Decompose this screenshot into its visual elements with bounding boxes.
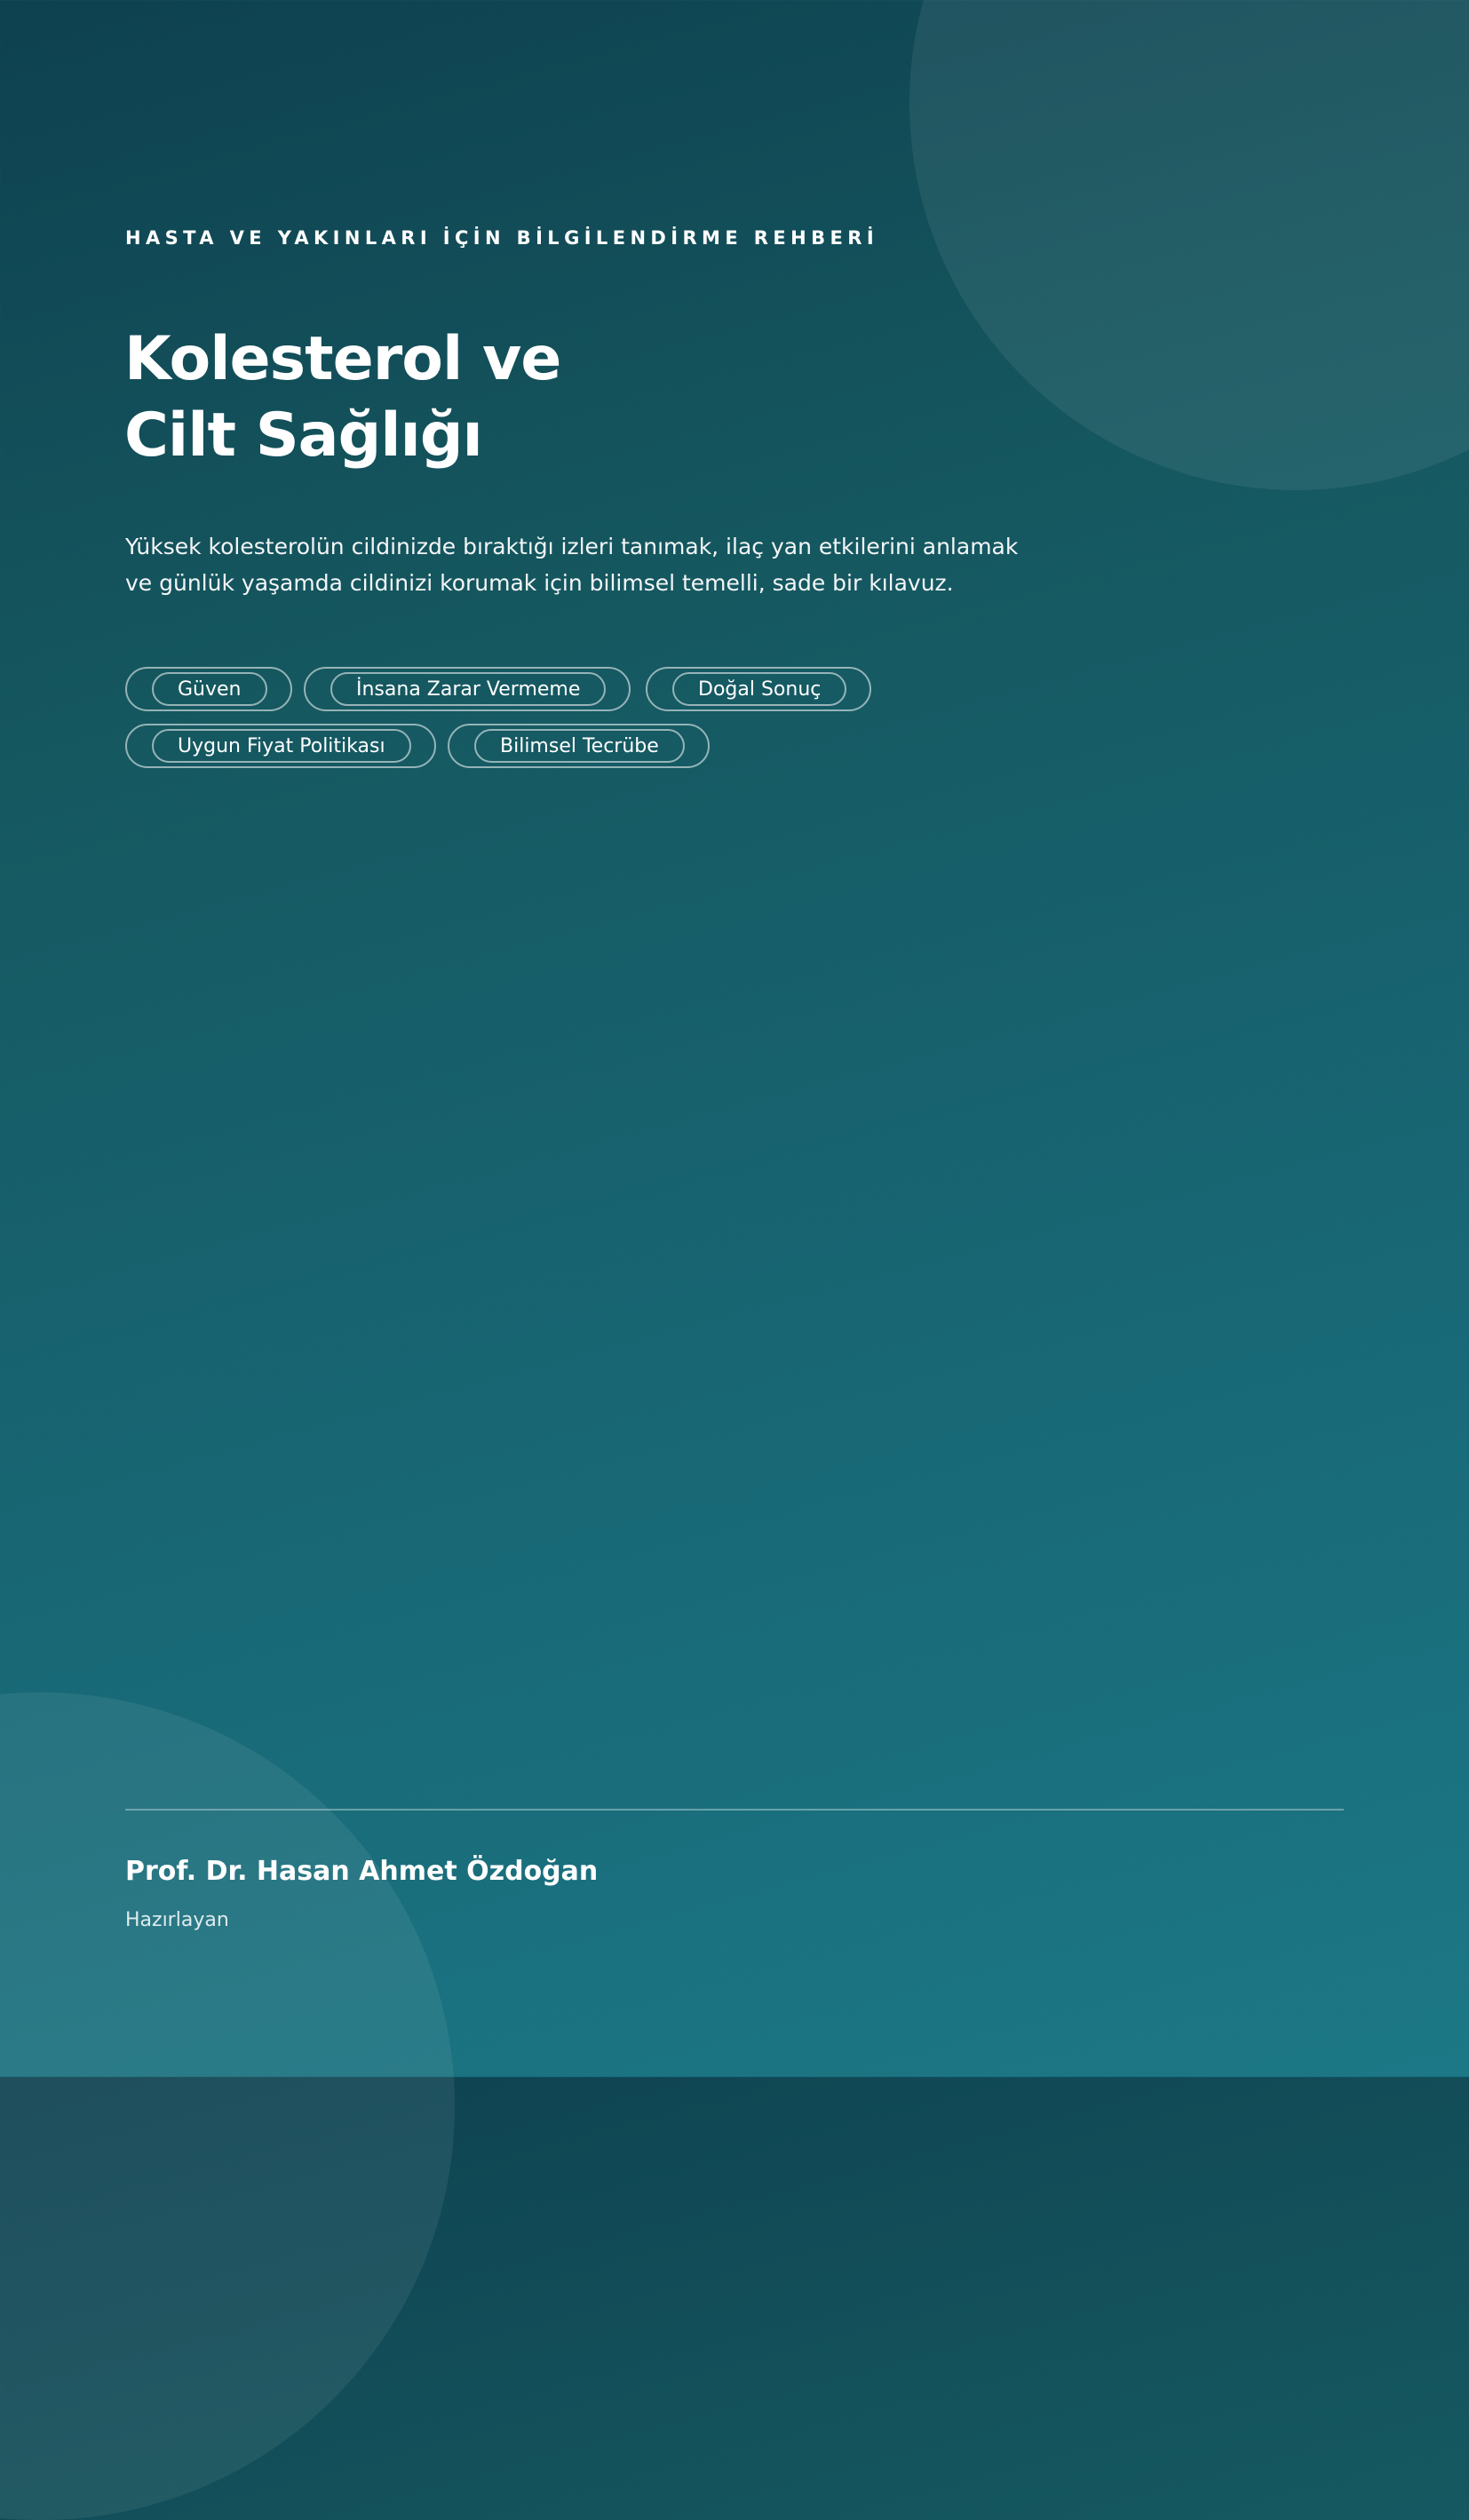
tag-bilimsel-tecrube xyxy=(448,724,710,768)
author-role: Hazırlayan xyxy=(125,1909,229,1931)
tag-label: Güven xyxy=(152,672,267,706)
decorative-circle-top xyxy=(909,0,1469,490)
tag-dogal-sonuc xyxy=(646,667,871,711)
tag-label: Uygun Fiyat Politikası xyxy=(152,729,411,763)
tag-uygun-fiyat-politikasi xyxy=(125,724,436,768)
tag-insana-zarar-vermeme xyxy=(304,667,631,711)
tag-label: İnsana Zarar Vermeme xyxy=(330,672,606,706)
page-title xyxy=(124,321,560,474)
intro-line-1: Yüksek kolesterolün cildinizde bıraktığı izleri tanımak, ilaç yan etkilerini anlamak xyxy=(125,534,1019,559)
decorative-circle-bottom xyxy=(0,1692,455,2520)
guide-kicker: HASTA VE YAKINLARI İÇİN BİLGİLENDİRME REHBERİ xyxy=(125,227,879,249)
title-line-2: Cilt Sağlığı xyxy=(124,400,482,471)
author-name: Prof. Dr. Hasan Ahmet Özdoğan xyxy=(125,1856,599,1887)
tag-guven xyxy=(125,667,292,711)
intro-line-2: ve günlük yaşamda cildinizi korumak için bilimsel temelli, sade bir kılavuz. xyxy=(125,570,954,596)
tag-label: Doğal Sonuç xyxy=(672,672,846,706)
intro-paragraph xyxy=(125,528,1067,601)
title-line-1: Kolesterol ve xyxy=(124,324,561,394)
tag-label: Bilimsel Tecrübe xyxy=(474,729,685,763)
footer-divider xyxy=(125,1809,1344,1811)
